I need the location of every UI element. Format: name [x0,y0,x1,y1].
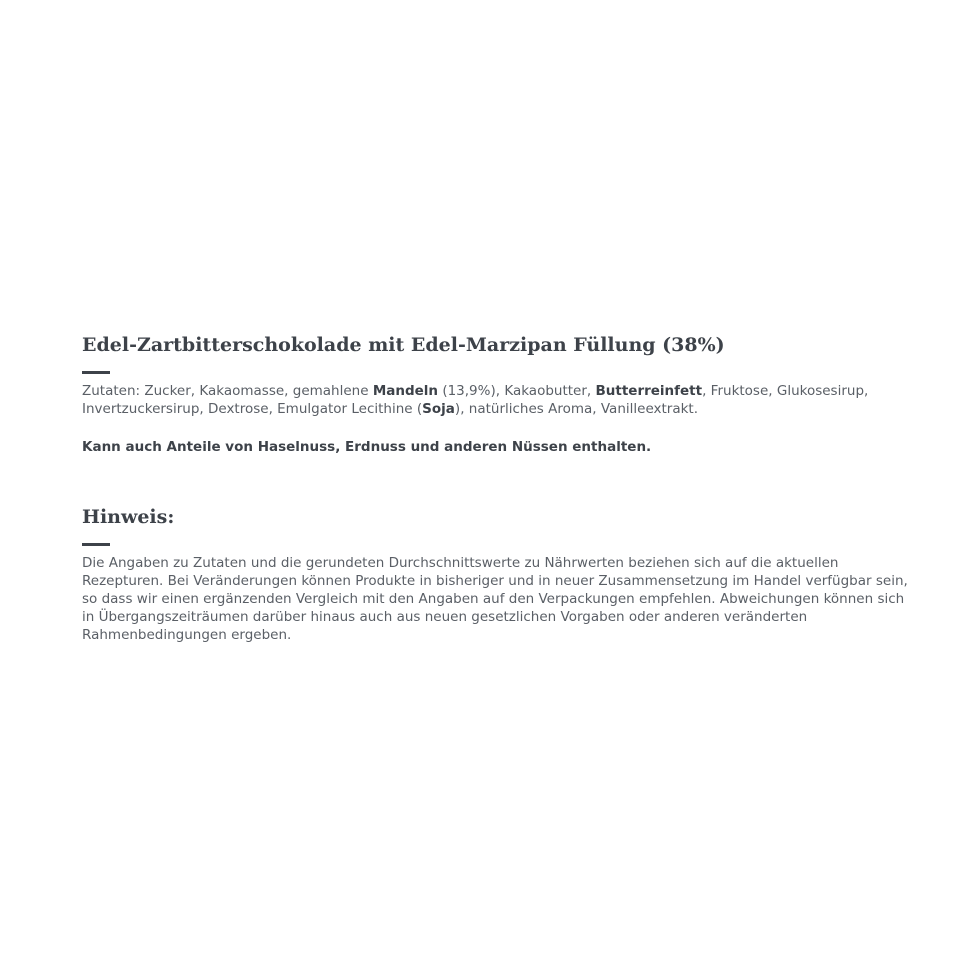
ingredients-text [82,382,912,418]
ingredients-part: Zutaten: Zucker, Kakaomasse, gemahlene [82,383,373,399]
ingredients-part: , Fruktose, Glukosesirup, Invertzuckersirup, Dextrose, Emulgator Lecithine ( [82,383,869,417]
hint-section [82,504,912,644]
hint-text: Die Angaben zu Zutaten und die gerundeten Durchschnittswerte zu Nährwerten beziehen sich auf die aktuellen Rezepturen. Bei Veränderungen können Produkte in bisheriger und in neuer Zusammensetzung im Handel verfügbar sein, so dass wir einen ergänzenden Vergleich mit den Angaben auf den Verpackungen empfehlen. Abweichungen können sich in Übergangszeiträumen darüber hinaus auch aus neuen gesetzlichen Vorgaben oder anderen veränderten Rahmenbedingungen ergeben. [82,555,908,643]
hint-underline [82,543,110,546]
product-title: Edel-Zartbitterschokolade mit Edel-Marzipan Füllung (38%) [82,334,725,356]
hint-title: Hinweis: [82,506,175,528]
product-info-section [82,332,912,644]
allergen-mandeln: Mandeln [372,383,439,399]
allergen-butterreinfett: Butterreinfett [595,383,703,399]
title-underline [82,371,110,374]
allergen-notice: Kann auch Anteile von Haselnuss, Erdnuss und anderen Nüssen enthalten. [82,439,652,455]
ingredients-part: ), natürliches Aroma, Vanilleextrakt. [454,401,699,417]
ingredients-part: (13,9%), Kakaobutter, [438,383,596,399]
allergen-soja: Soja [422,401,455,417]
